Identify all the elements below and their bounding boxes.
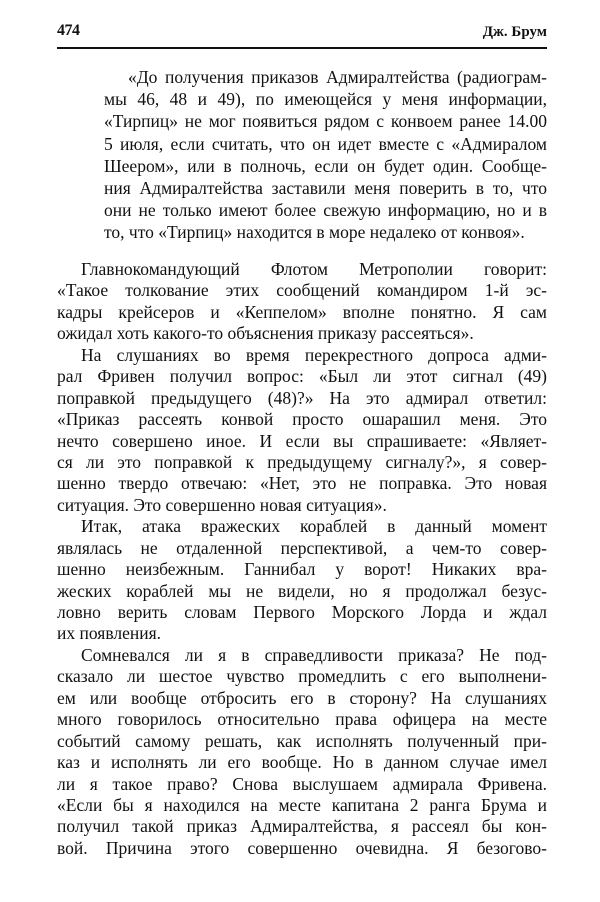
text-line: «До получения приказов Адмиралтейства (радиограм- [128,67,547,87]
paragraph [57,516,547,645]
text-line: ния Адмиралтейства заставили меня поверить в то, что [104,177,547,198]
paragraph [57,645,547,859]
text-line: ситуация. Это совершенно новая ситуация». [57,494,387,515]
paragraph [57,345,547,517]
running-author: Дж. Брум [482,24,547,40]
text-line: «Приказ рассеять конвой просто ошарашил меня. Это [57,409,547,430]
block-quote [104,66,547,244]
text-line: являлась не отдаленной перспективой, а чем-то совер- [57,537,547,558]
text-line: Итак, атака вражеских кораблей в данный момент [81,516,547,537]
text-line: ли я такое право? Снова выслушаем адмирала Фривена. [57,773,547,794]
text-line: ем или вообще отбросить его в сторону? На слушаниях [57,687,547,708]
text-line: ожидал хоть какого-то объяснения приказу рассеяться». [57,323,474,344]
text-line: ловно верить словам Первого Морского Лорда и ждал [57,602,547,622]
text-line: жеских кораблей мы не видели, но я продолжал безус- [57,580,547,601]
paragraph [104,66,547,244]
paragraph [57,259,547,345]
text-line: «Такое толкование этих сообщений командиром 1-й эс- [57,280,547,301]
text-line: На слушаниях во время перекрестного допроса адми- [81,344,547,365]
body-text [57,259,547,859]
header-rule [57,47,547,49]
page-number: 474 [57,22,80,39]
text-line: Сомневался ли я в справедливости приказа? Не под- [81,644,547,665]
text-line: каз и исполнять ли его вообще. Но в данном случае имел [57,752,547,773]
text-line: «Если бы я находился на месте капитана 2 ранга Брума и [57,794,547,815]
text-line: событий самому решать, как исполнять полученный при- [57,730,547,751]
text-line: нечто совершено иное. И если вы спрашиваете: «Являет- [57,430,547,451]
text-line: они не только имеют более свежую информацию, но и в [104,200,547,221]
text-line: рал Фривен получил вопрос: «Был ли этот сигнал (49) [57,366,547,387]
text-line: то, что «Тирпиц» находится в море недалеко от конвоя». [104,222,525,243]
text-line: шенно твердо отвечаю: «Нет, это не поправка. Это новая [57,473,547,494]
text-line: 5 июля, если считать, что он идет вместе с «Адмиралом [104,133,547,154]
text-line: мы 46, 48 и 49), по имеющейся у меня информации, [104,89,547,110]
text-line: получил такой приказ Адмиралтейства, я рассеял бы кон- [57,816,547,837]
text-line: кадры крейсеров и «Кеппелом» вполне понятно. Я сам [57,301,547,322]
text-line: их появления. [57,623,162,644]
running-header [57,22,547,46]
text-line: Главнокомандующий Флотом Метрополии говорит: [81,259,547,279]
text-line: поправкой предыдущего (48)?» На это адмирал ответил: [57,387,547,408]
text-line: вой. Причина этого совершенно очевидна. Я безогово- [57,837,547,858]
text-line: «Тирпиц» не мог появиться рядом с конвоем ранее 14.00 [104,111,547,132]
text-line: Шеером», или в полночь, если он будет один. Сообще- [104,155,547,176]
text-line: сказало ли шестое чувство промедлить с его выполнени- [57,666,547,687]
text-line: шенно неизбежным. Ганнибал у ворот! Никаких вра- [57,559,547,580]
text-line: ся ли это поправкой к предыдущему сигналу?», я совер- [57,451,547,472]
text-line: много говорилось относительно права офицера на месте [57,709,547,730]
